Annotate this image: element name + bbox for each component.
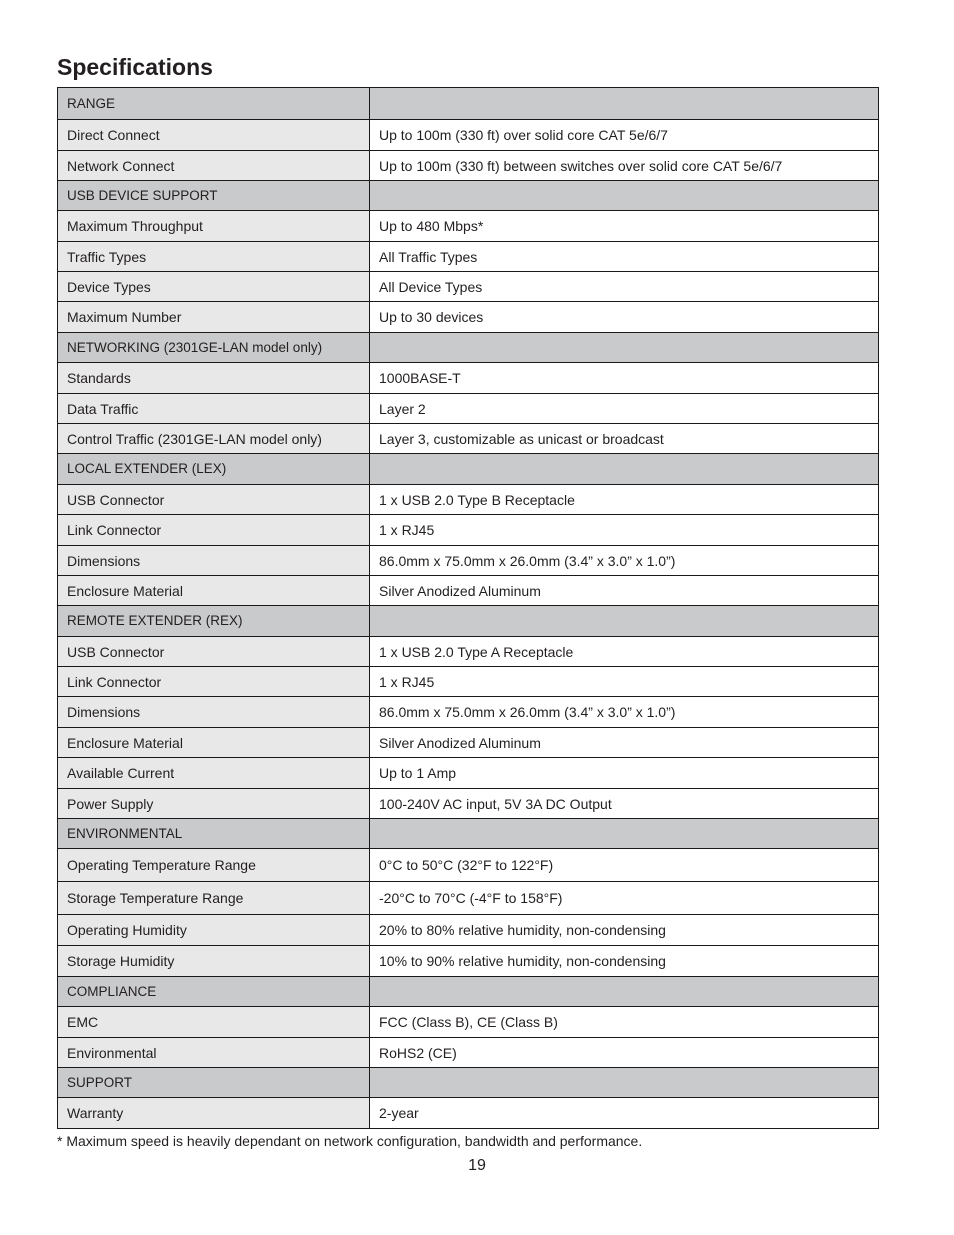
spec-row [58, 882, 879, 915]
section-header-row [58, 454, 879, 485]
section-title: USB DEVICE SUPPORT [58, 181, 370, 211]
spec-label: Network Connect [58, 151, 370, 181]
spec-row [58, 1007, 879, 1038]
spec-value: Up to 1 Amp [370, 758, 879, 789]
footnote: * Maximum speed is heavily dependant on network configuration, bandwidth and performance. [57, 1133, 643, 1149]
spec-row [58, 515, 879, 546]
section-header-row [58, 333, 879, 363]
section-header-row [58, 977, 879, 1007]
spec-label: Power Supply [58, 789, 370, 819]
spec-value: Layer 2 [370, 394, 879, 424]
page-number: 19 [468, 1157, 486, 1174]
spec-label: Operating Humidity [58, 915, 370, 946]
spec-row [58, 697, 879, 728]
section-value-empty [370, 181, 879, 211]
section-header-row [58, 88, 879, 120]
spec-row [58, 789, 879, 819]
spec-value: 1000BASE-T [370, 363, 879, 394]
spec-value: Up to 100m (330 ft) over solid core CAT 5e/6/7 [370, 120, 879, 151]
spec-value: RoHS2 (CE) [370, 1038, 879, 1068]
spec-value: FCC (Class B), CE (Class B) [370, 1007, 879, 1038]
spec-value: Silver Anodized Aluminum [370, 728, 879, 758]
spec-label: Control Traffic (2301GE-LAN model only) [58, 424, 370, 454]
spec-row [58, 1098, 879, 1129]
page-title: Specifications [57, 54, 213, 80]
section-title: ENVIRONMENTAL [58, 819, 370, 849]
spec-value: Up to 480 Mbps* [370, 211, 879, 242]
spec-value: All Traffic Types [370, 242, 879, 272]
spec-row [58, 849, 879, 882]
spec-value: 2-year [370, 1098, 879, 1129]
spec-label: Maximum Number [58, 302, 370, 333]
spec-row [58, 302, 879, 333]
spec-value: 1 x USB 2.0 Type A Receptacle [370, 637, 879, 667]
spec-label: Device Types [58, 272, 370, 302]
spec-label: USB Connector [58, 637, 370, 667]
spec-row [58, 272, 879, 302]
section-title: COMPLIANCE [58, 977, 370, 1007]
section-title: LOCAL EXTENDER (LEX) [58, 454, 370, 485]
spec-label: Standards [58, 363, 370, 394]
section-value-empty [370, 454, 879, 485]
spec-value: Up to 100m (330 ft) between switches over solid core CAT 5e/6/7 [370, 151, 879, 181]
spec-row [58, 1038, 879, 1068]
spec-value: Layer 3, customizable as unicast or broadcast [370, 424, 879, 454]
spec-value: Up to 30 devices [370, 302, 879, 333]
section-value-empty [370, 333, 879, 363]
spec-value: Silver Anodized Aluminum [370, 576, 879, 606]
section-header-row [58, 1068, 879, 1098]
spec-value: 1 x RJ45 [370, 667, 879, 697]
specifications-table-body [58, 88, 879, 1129]
section-value-empty [370, 1068, 879, 1098]
spec-row [58, 120, 879, 151]
spec-label: Maximum Throughput [58, 211, 370, 242]
spec-row [58, 363, 879, 394]
section-header-row [58, 606, 879, 637]
spec-label: Dimensions [58, 546, 370, 576]
spec-label: Data Traffic [58, 394, 370, 424]
spec-value: 10% to 90% relative humidity, non-condensing [370, 946, 879, 977]
spec-row [58, 394, 879, 424]
spec-label: USB Connector [58, 485, 370, 515]
spec-row [58, 211, 879, 242]
spec-value: 1 x USB 2.0 Type B Receptacle [370, 485, 879, 515]
spec-label: Storage Temperature Range [58, 882, 370, 915]
spec-row [58, 576, 879, 606]
section-title: SUPPORT [58, 1068, 370, 1098]
specifications-table [57, 87, 879, 1129]
spec-row [58, 946, 879, 977]
spec-row [58, 637, 879, 667]
spec-label: Link Connector [58, 515, 370, 546]
spec-value: 86.0mm x 75.0mm x 26.0mm (3.4” x 3.0” x 1.0”) [370, 546, 879, 576]
spec-row [58, 151, 879, 181]
spec-value: 0°C to 50°C (32°F to 122°F) [370, 849, 879, 882]
spec-row [58, 546, 879, 576]
section-title: REMOTE EXTENDER (REX) [58, 606, 370, 637]
spec-label: Enclosure Material [58, 728, 370, 758]
spec-value: 86.0mm x 75.0mm x 26.0mm (3.4” x 3.0” x 1.0”) [370, 697, 879, 728]
spec-row [58, 424, 879, 454]
spec-label: EMC [58, 1007, 370, 1038]
spec-label: Available Current [58, 758, 370, 789]
spec-value: 100-240V AC input, 5V 3A DC Output [370, 789, 879, 819]
spec-value: All Device Types [370, 272, 879, 302]
spec-value: -20°C to 70°C (-4°F to 158°F) [370, 882, 879, 915]
spec-row [58, 242, 879, 272]
spec-row [58, 915, 879, 946]
spec-value: 20% to 80% relative humidity, non-condensing [370, 915, 879, 946]
section-header-row [58, 181, 879, 211]
spec-row [58, 728, 879, 758]
spec-label: Environmental [58, 1038, 370, 1068]
spec-label: Operating Temperature Range [58, 849, 370, 882]
section-value-empty [370, 819, 879, 849]
section-title: RANGE [58, 88, 370, 120]
section-header-row [58, 819, 879, 849]
spec-label: Direct Connect [58, 120, 370, 151]
spec-row [58, 485, 879, 515]
spec-row [58, 667, 879, 697]
spec-label: Warranty [58, 1098, 370, 1129]
spec-value: 1 x RJ45 [370, 515, 879, 546]
spec-label: Storage Humidity [58, 946, 370, 977]
spec-label: Link Connector [58, 667, 370, 697]
section-value-empty [370, 88, 879, 120]
spec-label: Enclosure Material [58, 576, 370, 606]
section-value-empty [370, 606, 879, 637]
spec-label: Dimensions [58, 697, 370, 728]
spec-row [58, 758, 879, 789]
spec-label: Traffic Types [58, 242, 370, 272]
section-title: NETWORKING (2301GE-LAN model only) [58, 333, 370, 363]
section-value-empty [370, 977, 879, 1007]
